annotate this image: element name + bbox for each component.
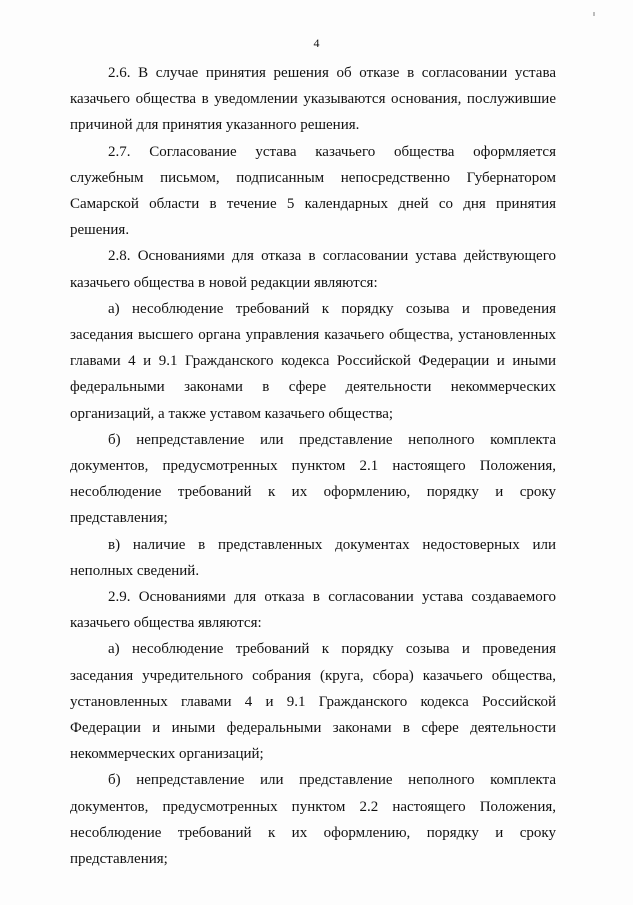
paragraph-2-9-a: а) несоблюдение требований к порядку созыва и проведения заседания учредительного собрания (круга, сбора) казачьего общества, установленных главами 4 и 9.1 Гражданского кодекса Российской Федерации и иными федеральными законами в сфере деятельности некоммерческих организаций; (70, 641, 556, 763)
paragraph-2-6: 2.6. В случае принятия решения об отказе в согласовании устава казачьего общества в уведомлении указываются основания, послужившие причиной для принятия указанного решения. (70, 65, 556, 134)
paragraph-2-7: 2.7. Согласование устава казачьего общества оформляется служебным письмом, подписанным непосредственно Губернатором Самарской области в течение 5 календарных дней со дня принятия решения. (70, 143, 556, 239)
paragraph-2-8: 2.8. Основаниями для отказа в согласовании устава действующего казачьего общества в новой редакции являются: (70, 248, 556, 291)
paragraph-2-8-b: б) непредставление или представление неполного комплекта документов, предусмотренных пунктом 2.1 настоящего Положения, несоблюдение требований к их оформлению, порядку и сроку представления; (70, 431, 556, 527)
paragraph-2-8-v: в) наличие в представленных документах недостоверных или неполных сведений. (70, 536, 556, 579)
scan-mark (593, 12, 595, 16)
document-body (70, 60, 556, 872)
page-number: 4 (313, 36, 320, 50)
paragraph-2-9-b: б) непредставление или представление неполного комплекта документов, предусмотренных пунктом 2.2 настоящего Положения, несоблюдение требований к их оформлению, порядку и сроку представления; (70, 772, 556, 868)
paragraph-2-9: 2.9. Основаниями для отказа в согласовании устава создаваемого казачьего общества являются: (70, 589, 556, 632)
paragraph-2-8-a: а) несоблюдение требований к порядку созыва и проведения заседания высшего органа управления казачьего общества, установленных главами 4 и 9.1 Гражданского кодекса Российской Федерации и иными федеральными законами в сфере деятельности некоммерческих организаций, а также уставом казачьего общества; (70, 300, 556, 422)
